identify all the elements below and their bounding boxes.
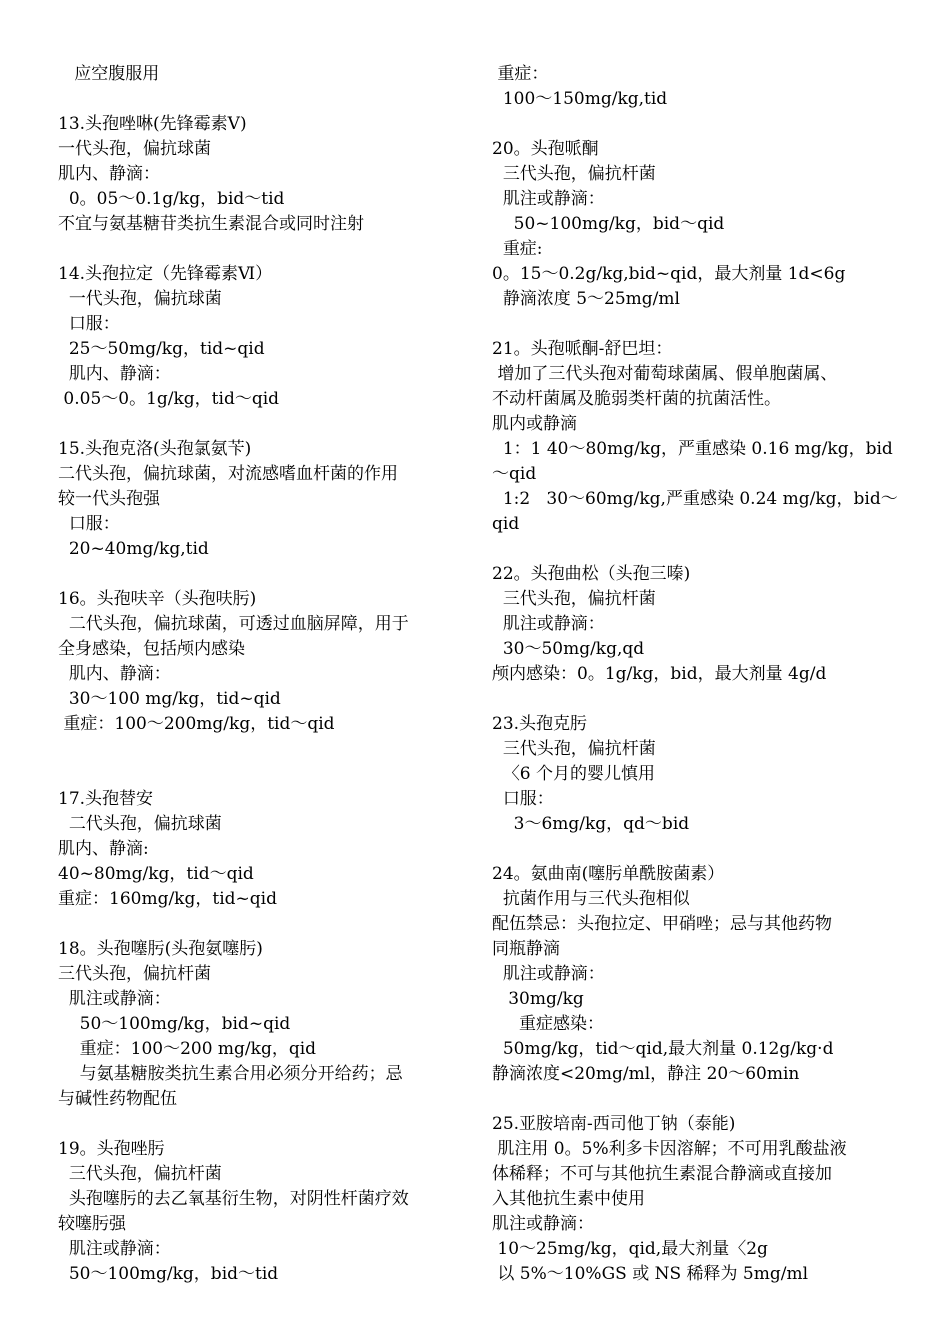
text-line: 应空腹服用 <box>58 64 160 84</box>
text-line: 15.头孢克洛(头孢氯氨苄) <box>58 439 252 459</box>
text-line: 三代头孢，偏抗杆菌 <box>492 589 656 609</box>
text-line: 25.亚胺培南-西司他丁钠（泰能) <box>492 1114 736 1134</box>
text-line: 三代头孢，偏抗杆菌 <box>58 964 211 984</box>
text-line: 肌注或静滴： <box>492 964 605 984</box>
text-line <box>58 737 468 762</box>
text-line: 三代头孢，偏抗杆菌 <box>492 739 656 759</box>
text-line: 3～6mg/kg，qd～bid <box>492 814 690 834</box>
text-line: 不动杆菌属及脆弱类杆菌的抗菌活性。 <box>492 389 781 409</box>
text-line: 全身感染，包括颅内感染 <box>58 639 245 659</box>
text-line: 0。15～0.2g/kg,bid~qid，最大剂量 1d<6g <box>492 264 846 284</box>
text-line: 21。头孢哌酮-舒巴坦： <box>492 339 673 359</box>
text-line: 二代头孢，偏抗球菌，对流感嗜血杆菌的作用 <box>58 464 398 484</box>
text-line: 16。头孢呋辛（头孢呋肟) <box>58 589 257 609</box>
text-line: 30mg/kg <box>492 989 584 1009</box>
text-line <box>492 537 902 562</box>
text-line: 肌内、静滴: <box>58 839 149 859</box>
text-line: 40~80mg/kg，tid～qid <box>58 864 254 884</box>
text-line: 较噻肟强 <box>58 1214 126 1234</box>
text-line: 二代头孢，偏抗球菌 <box>58 814 222 834</box>
text-line: 24。氨曲南(噻肟单酰胺菌素） <box>492 864 725 884</box>
text-line <box>492 837 902 862</box>
text-line: 颅内感染：0。1g/kg，bid，最大剂量 4g/d <box>492 664 827 684</box>
text-line: 静滴浓度 5～25mg/ml <box>492 289 680 309</box>
left-column <box>58 62 468 1287</box>
text-line: 19。头孢唑肟 <box>58 1139 165 1159</box>
text-line <box>492 112 902 137</box>
text-line: 三代头孢，偏抗杆菌 <box>58 1164 222 1184</box>
text-line: 肌注或静滴： <box>58 1239 171 1259</box>
text-line: 20~40mg/kg,tid <box>58 539 209 559</box>
text-line: 〈6 个月的婴儿慎用 <box>492 764 656 784</box>
text-line: 肌内或静滴 <box>492 414 577 434</box>
text-line: 一代头孢，偏抗球菌 <box>58 289 222 309</box>
text-line: 肌注或静滴： <box>492 1214 594 1234</box>
text-line <box>58 1112 468 1137</box>
text-line: 10～25mg/kg，qid,最大剂量〈2g <box>492 1239 768 1259</box>
text-line: 重症：100～200 mg/kg，qid <box>58 1039 317 1059</box>
text-line: 入其他抗生素中使用 <box>492 1189 645 1209</box>
right-column <box>492 62 902 1287</box>
text-line: 0。05～0.1g/kg，bid～tid <box>58 189 285 209</box>
text-line: 配伍禁忌：头孢拉定、甲硝唑；忌与其他药物 <box>492 914 832 934</box>
text-line: 重症：160mg/kg，tid~qid <box>58 889 277 909</box>
text-line: 1：1 40～80mg/kg，严重感染 0.16 mg/kg，bid <box>492 439 893 459</box>
text-line: 三代头孢，偏抗杆菌 <box>492 164 656 184</box>
text-line: 静滴浓度<20mg/ml，静注 20～60min <box>492 1064 800 1084</box>
text-line: 肌注或静滴： <box>58 989 171 1009</box>
text-line: 体稀释；不可与其他抗生素混合静滴或直接加 <box>492 1164 832 1184</box>
text-line: 与碱性药物配伍 <box>58 1089 177 1109</box>
text-line: 重症感染： <box>492 1014 605 1034</box>
text-line: 以 5%～10%GS 或 NS 稀释为 5mg/ml <box>492 1264 809 1284</box>
text-line: 较一代头孢强 <box>58 489 160 509</box>
text-line: 肌内、静滴： <box>58 164 160 184</box>
text-line: 口服： <box>492 789 554 809</box>
text-line <box>58 762 468 787</box>
text-line: 50mg/kg，tid～qid,最大剂量 0.12g/kg·d <box>492 1039 834 1059</box>
text-line: 18。头孢噻肟(头孢氨噻肟) <box>58 939 263 959</box>
text-line: qid <box>492 514 520 534</box>
text-line: ～qid <box>492 464 537 484</box>
text-line <box>58 562 468 587</box>
text-line <box>58 237 468 262</box>
text-line <box>492 1087 902 1112</box>
text-line: 30～100 mg/kg，tid~qid <box>58 689 281 709</box>
text-line: 同瓶静滴 <box>492 939 560 959</box>
text-line: 二代头孢，偏抗球菌，可透过血脑屏障，用于 <box>58 614 409 634</box>
text-line: 23.头孢克肟 <box>492 714 588 734</box>
text-line: 肌内、静滴： <box>58 664 171 684</box>
text-line <box>492 312 902 337</box>
text-line: 肌注或静滴： <box>492 614 605 634</box>
text-line <box>492 687 902 712</box>
text-line: 17.头孢替安 <box>58 789 154 809</box>
text-line: 重症： <box>492 64 549 84</box>
text-line: 肌注或静滴： <box>492 189 605 209</box>
text-line: 肌内、静滴： <box>58 364 171 384</box>
text-line: 肌注用 0。5%利多卡因溶解；不可用乳酸盐液 <box>492 1139 847 1159</box>
text-line: 口服： <box>58 314 120 334</box>
text-line: 0.05～0。1g/kg，tid～qid <box>58 389 280 409</box>
text-line: 抗菌作用与三代头孢相似 <box>492 889 690 909</box>
text-line: 重症: <box>492 239 543 259</box>
text-line: 口服： <box>58 514 120 534</box>
text-line: 20。头孢哌酮 <box>492 139 599 159</box>
text-line: 50～100mg/kg，bid~qid <box>58 1014 291 1034</box>
text-line: 头孢噻肟的去乙氧基衍生物，对阴性杆菌疗效 <box>58 1189 409 1209</box>
text-line: 25～50mg/kg，tid~qid <box>58 339 265 359</box>
text-line <box>58 912 468 937</box>
text-line: 14.头孢拉定（先锋霉素Ⅵ） <box>58 264 273 284</box>
text-line: 13.头孢唑啉(先锋霉素Ⅴ) <box>58 114 247 134</box>
text-line <box>58 87 468 112</box>
text-line <box>58 412 468 437</box>
text-line: 增加了三代头孢对葡萄球菌属、假单胞菌属、 <box>492 364 838 384</box>
text-line: 不宜与氨基糖苷类抗生素混合或同时注射 <box>58 214 364 234</box>
text-line: 一代头孢，偏抗球菌 <box>58 139 211 159</box>
text-line: 22。头孢曲松（头孢三嗪) <box>492 564 691 584</box>
text-line: 与氨基糖胺类抗生素合用必须分开给药；忌 <box>58 1064 403 1084</box>
text-line: 50～100mg/kg，bid～tid <box>58 1264 279 1284</box>
text-line: 100～150mg/kg,tid <box>492 89 668 109</box>
text-line: 50~100mg/kg，bid～qid <box>492 214 725 234</box>
text-line: 重症：100～200mg/kg，tid～qid <box>58 714 335 734</box>
text-line: 1:2 30～60mg/kg,严重感染 0.24 mg/kg，bid～ <box>492 489 898 509</box>
text-line: 30～50mg/kg,qd <box>492 639 645 659</box>
